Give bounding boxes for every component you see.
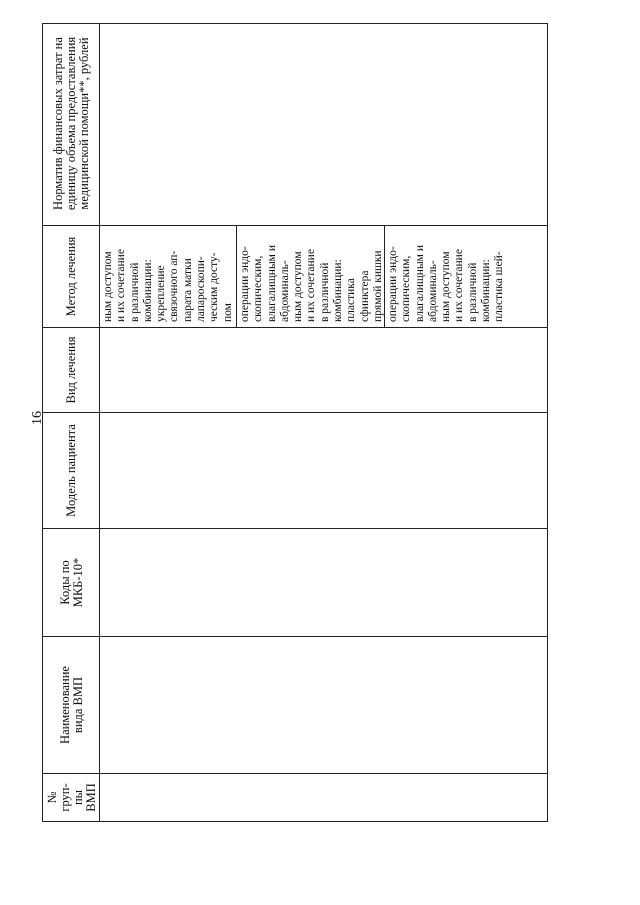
table-header-row [43, 24, 100, 821]
method-line: ным доступом [292, 251, 305, 322]
method-line: пластика шей- [493, 251, 506, 322]
body-col-treatment-type [100, 327, 547, 412]
method-line: комбинации: [480, 259, 493, 322]
method-entry-1 [100, 226, 236, 327]
body-col-group-number [100, 773, 547, 821]
page-number: 16 [30, 411, 45, 425]
method-line: ческим досту- [208, 252, 221, 322]
method-line: прямой кишки [371, 250, 384, 322]
method-line: скопическим, [252, 255, 265, 322]
body-col-icd-codes [100, 528, 547, 636]
method-line: ным доступом [440, 251, 453, 322]
method-line: парата матки [181, 258, 194, 322]
method-line: связочного ап- [168, 250, 181, 322]
method-line: операции эндо- [239, 246, 251, 322]
method-line: ным доступом [102, 251, 114, 322]
method-line: в различной [466, 262, 479, 322]
header-icd-codes: Коды по МКБ-10* [43, 528, 100, 636]
body-col-treatment-method [100, 225, 547, 327]
method-line: и их сочетание [453, 249, 466, 322]
vmp-table [42, 23, 548, 822]
method-line: абдоминаль- [278, 260, 291, 322]
header-patient-model: Модель пациента [43, 412, 100, 528]
method-line: пом [221, 303, 234, 322]
method-line: влагалищным и [265, 245, 278, 322]
method-line: пластика [345, 278, 358, 322]
method-line: комбинации: [332, 259, 345, 322]
method-line: абдоминаль- [426, 260, 439, 322]
method-line: в различной [128, 262, 141, 322]
method-line: сфинктера [358, 270, 371, 322]
body-col-financial-norm [100, 22, 547, 225]
header-group-number: № груп- пы ВМП [43, 773, 100, 821]
method-line: укрепление [155, 265, 168, 322]
method-entry-2 [236, 226, 384, 327]
method-line: комбинации: [141, 259, 154, 322]
method-line: скопическим, [400, 255, 413, 322]
method-line: лапароскопи- [195, 256, 208, 322]
header-vmp-name: Наименование вида ВМП [43, 636, 100, 773]
method-entry-3 [384, 226, 547, 327]
table-wrapper [42, 23, 548, 822]
header-treatment-method: Метод лечения [43, 225, 100, 327]
header-financial-norm: Норматив финансовых затрат на единицу объема предоставления медицинской помощи**, рублей [51, 36, 91, 211]
method-line: в различной [318, 262, 331, 322]
method-line: операции эндо- [387, 246, 399, 322]
method-line: влагалищным и [413, 245, 426, 322]
body-col-patient-model [100, 412, 547, 528]
method-line: и их сочетание [305, 249, 318, 322]
header-treatment-type: Вид лечения [43, 327, 100, 412]
method-line: и их сочетание [115, 249, 128, 322]
body-col-vmp-name [100, 636, 547, 773]
